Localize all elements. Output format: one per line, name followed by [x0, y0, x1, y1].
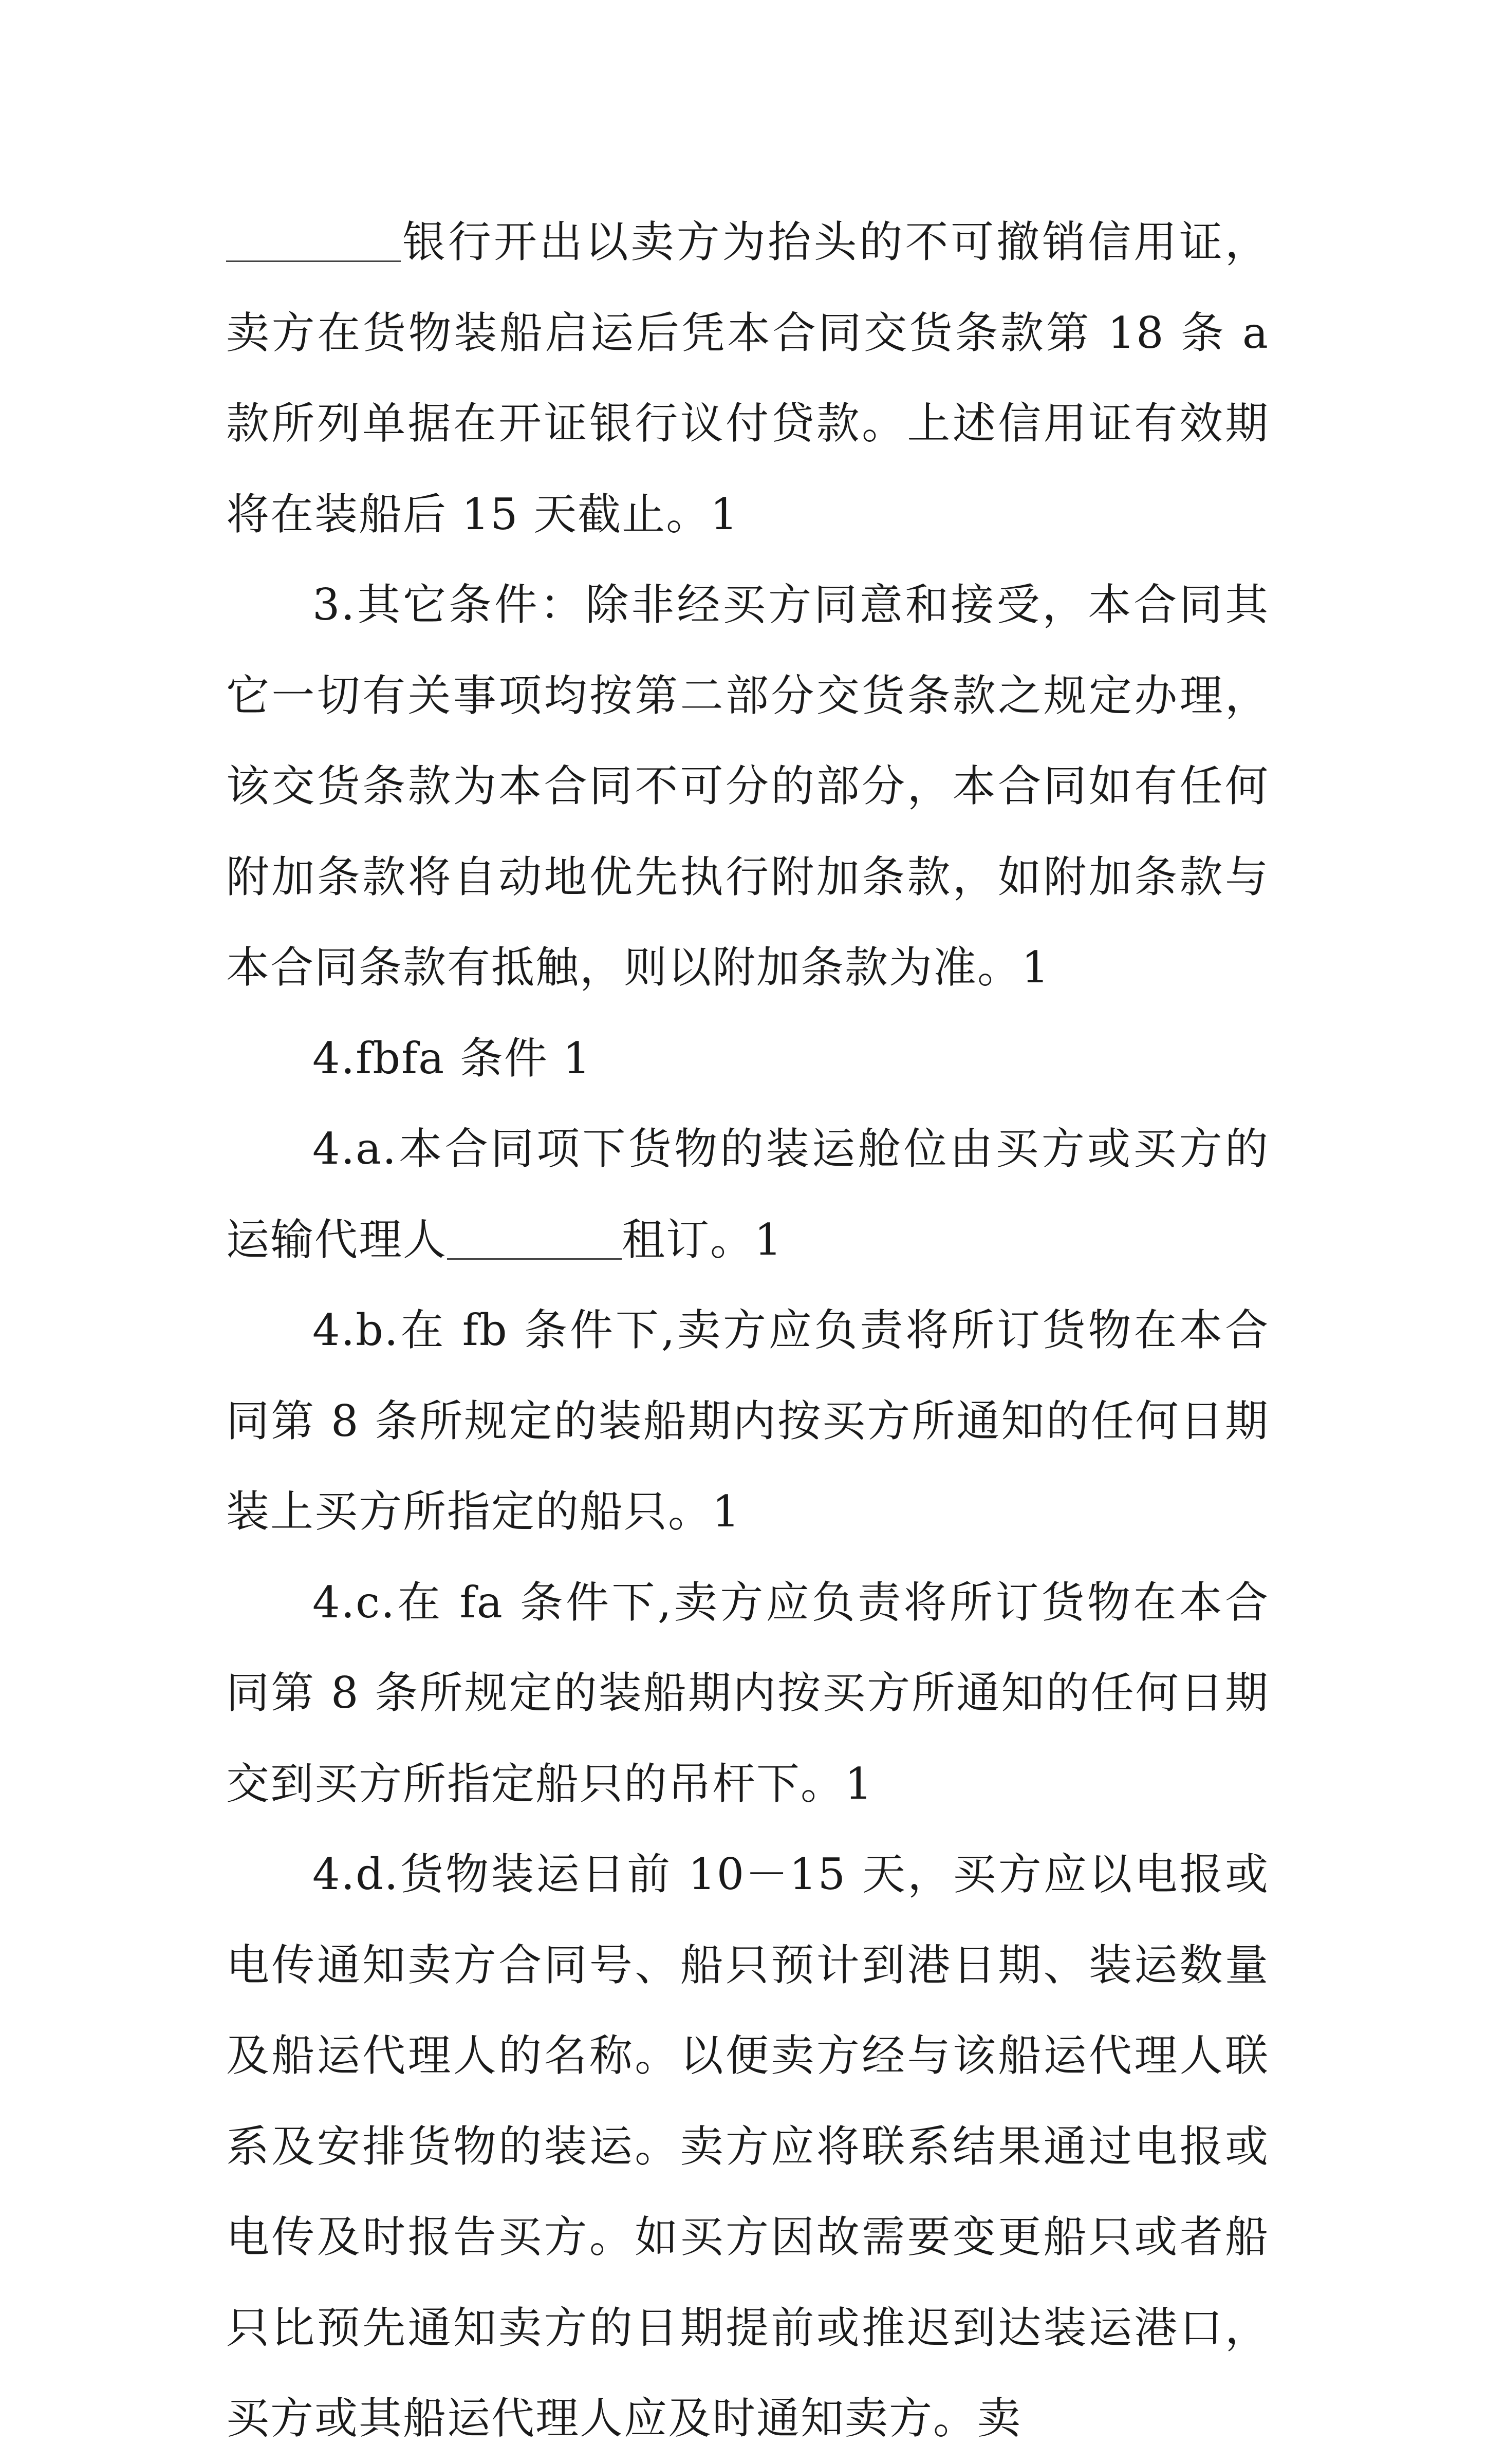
- contract-text: [226, 197, 1269, 2464]
- paragraph-fbfa-heading: [226, 1013, 1269, 1104]
- paragraph-4a: [226, 1104, 1269, 1285]
- paragraph-4c: [226, 1557, 1269, 1830]
- paragraph-text: 4.b.在 fb 条件下,卖方应负责将所订货物在本合同第 8 条所规定的装船期内按买方所通知的任何日期装上买方所指定的船只。1: [226, 1305, 1269, 1537]
- paragraph-4b: [226, 1285, 1269, 1557]
- paragraph-letter-of-credit: [226, 197, 1269, 559]
- fill-in-blank-agent[interactable]: [447, 1215, 622, 1260]
- paragraph-text: 银行开出以卖方为抬头的不可撤销信用证，卖方在货物装船启运后凭本合同交货条款第 18 条 a 款所列单据在开证银行议付贷款。上述信用证有效期将在装船后 15 天截止。1: [226, 217, 1269, 539]
- paragraph-4d: [226, 1829, 1269, 2464]
- paragraph-other-conditions: [226, 559, 1269, 1013]
- paragraph-text: 4.a.本合同项下货物的装运舱位由买方或买方的运输代理人: [226, 1124, 1269, 1265]
- paragraph-text: 4.c.在 fa 条件下,卖方应负责将所订货物在本合同第 8 条所规定的装船期内按买方所通知的任何日期交到买方所指定船只的吊杆下。1: [226, 1577, 1269, 1809]
- paragraph-text: 4.fbfa 条件 1: [312, 1033, 592, 1084]
- paragraph-text: 4.d.货物装运日前 10－15 天，买方应以电报或电传通知卖方合同号、船只预计到港日期、装运数量及船运代理人的名称。以便卖方经与该船运代理人联系及安排货物的装运。卖方应将联系结果通过电报或电传及时报告买方。如买方因故需要变更船只或者船只比预先通知卖方的日期提前或推迟到达装运港口，买方或其船运代理人应及时通知卖方。卖: [226, 1849, 1269, 2443]
- paragraph-text: 租订。1: [622, 1214, 783, 1265]
- fill-in-blank-bank[interactable]: [226, 217, 401, 262]
- paragraph-text: 3.其它条件：除非经买方同意和接受，本合同其它一切有关事项均按第二部分交货条款之规定办理，该交货条款为本合同不可分的部分，本合同如有任何附加条款将自动地优先执行附加条款，如附加条款与本合同条款有抵触，则以附加条款为准。1: [226, 580, 1269, 993]
